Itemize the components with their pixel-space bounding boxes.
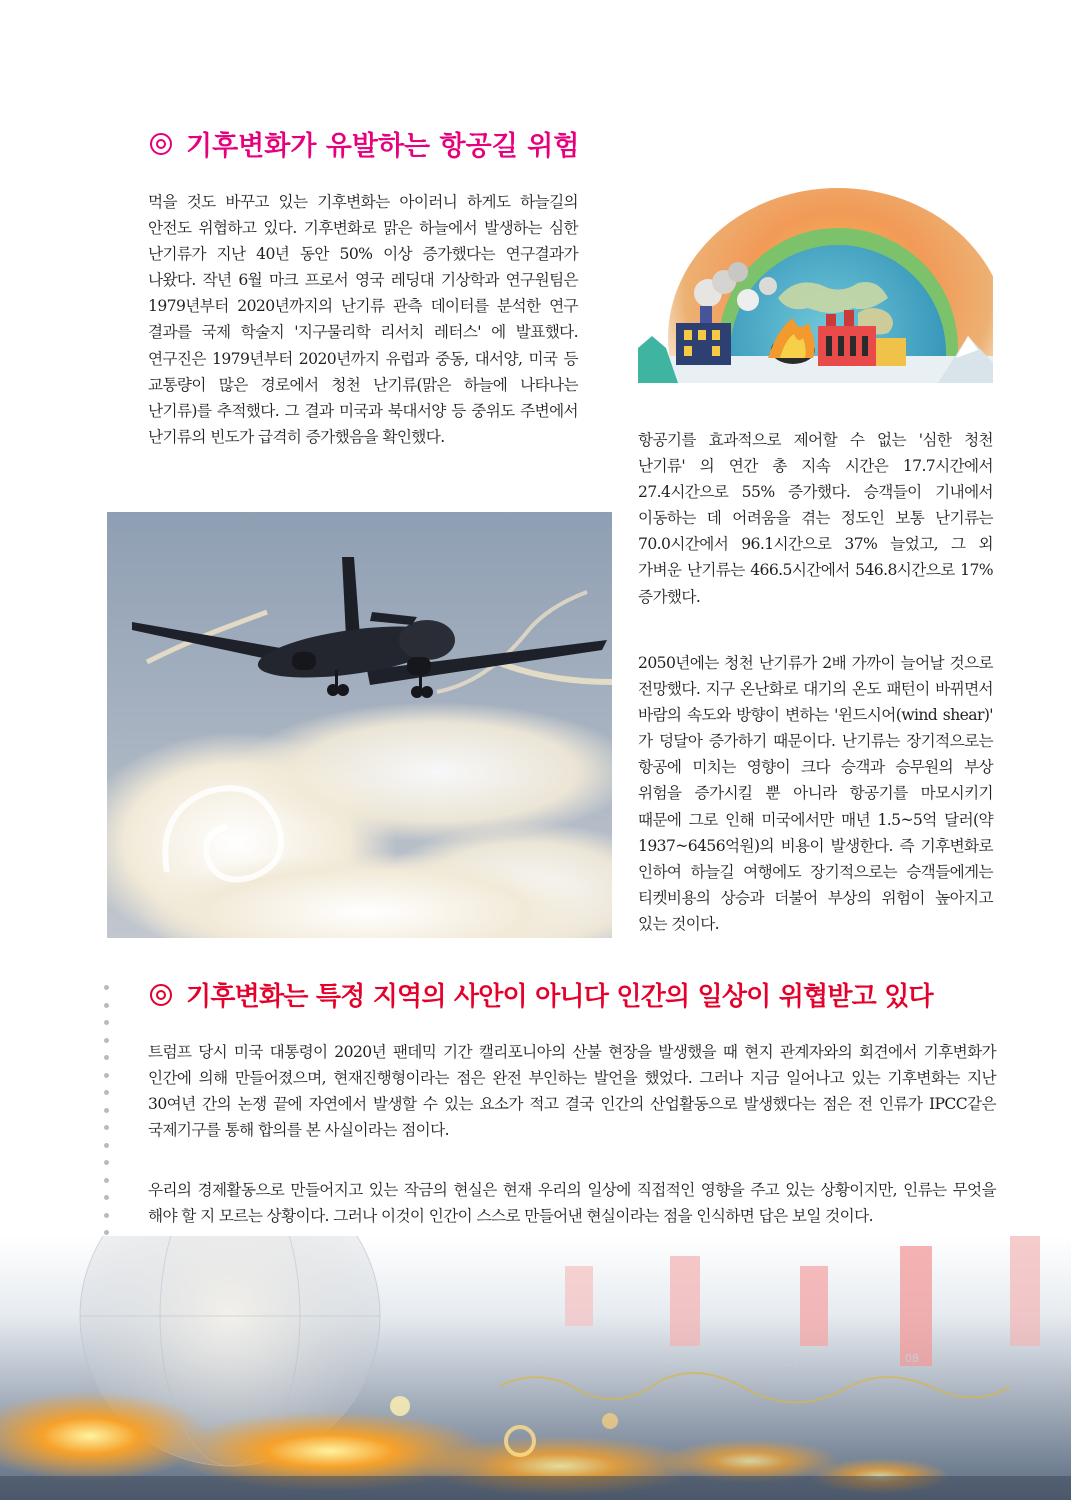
dotted-divider bbox=[104, 985, 109, 1248]
section2-title: 기후변화는 특정 지역의 사안이 아니다 인간의 일상이 위협받고 있다 bbox=[186, 982, 933, 1012]
section2-heading bbox=[150, 976, 933, 1013]
section1-paragraph3: 2050년에는 청천 난기류가 2배 가까이 늘어날 것으로 전망했다. 지구 온난화로 대기의 온도 패턴이 바뀌면서 바람의 속도와 방향이 변하는 '윈드시어(wind shear)' 가 덩달아 증가하기 때문이다. 난기류는 장기적으로는 항공에 미치는 영향이 크다 승객과 승무원의 부상 위험을 증가시킬 뿐 아니라 항공기를 마모시키기 때문에 그로 인해 미국에서만 매년 1.5~5억 달러(약 1937~6456억원)의 비용이 발생한다. 즉 기후변화로 인하여 하늘길 여행에도 장기적으로는 승객들에게는 티켓비용의 상승과 더불어 부상의 위험이 높아지고 있는 것이다. bbox=[638, 654, 993, 933]
section1-paragraph1: 먹을 것도 바꾸고 있는 기후변화는 아이러니 하게도 하늘길의 안전도 위협하고 있다. 기후변화로 맑은 하늘에서 발생하는 심한 난기류가 지난 40년 동안 50% 이상 증가했다는 연구결과가 나왔다. 작년 6월 마크 프로서 영국 레딩대 기상학과 연구원팀은 1979년부터 2020년까지의 난기류 관측 데이터를 분석한 연구 결과를 국제 학술지 '지구물리학 리서치 레터스' 에 발표했다. 연구진은 1979년부터 2020년까지 유럽과 중동, 대서양, 미국 등 교통량이 많은 경로에서 청천 난기류(맑은 하늘에 나타나는 난기류)를 추적했다. 그 결과 미국과 북대서양 등 중위도 주변에서 난기류의 빈도가 급격히 증가했음을 확인했다. bbox=[148, 193, 578, 446]
footer-label-05: 05 bbox=[535, 1352, 549, 1365]
footer-decorative-image bbox=[0, 1236, 1071, 1500]
climate-illustration bbox=[638, 188, 993, 383]
section1-paragraph2: 항공기를 효과적으로 제어할 수 없는 '심한 청천 난기류' 의 연간 총 지속 시간은 17.7시간에서 27.4시간으로 55% 증가했다. 승객들이 기내에서 이동하는 데 어려움을 겪는 정도인 보통 난기류는 70.0시간에서 96.1시간으로 37% 늘었고, 그 외 가벼운 난기류는 466.5시간에서 546.8시간으로 17% 증가했다. bbox=[638, 431, 993, 606]
double-circle-icon bbox=[150, 984, 172, 1006]
footer-label-hi: H I bbox=[1040, 1350, 1056, 1363]
double-circle-icon bbox=[150, 133, 172, 155]
footer-label-06: 06 bbox=[662, 1354, 676, 1367]
airplane-photo bbox=[107, 512, 612, 938]
footer-label-08: 08 bbox=[905, 1352, 919, 1365]
section2-paragraph2: 우리의 경제활동으로 만들어지고 있는 작금의 현실은 현재 우리의 일상에 직접적인 영향을 주고 있는 상황이지만, 인류는 무엇을 해야 할 지 모르는 상황이다. 그러나 이것이 인간이 스스로 만들어낸 현실이라는 점을 인식하면 답은 보일 것이다. bbox=[148, 1181, 996, 1226]
section1-heading bbox=[150, 124, 579, 163]
section1-title: 기후변화가 유발하는 항공길 위험 bbox=[186, 131, 580, 162]
footer-label-07: 07 bbox=[785, 1356, 799, 1369]
section2-paragraph1: 트럼프 당시 미국 대통령이 2020년 팬데믹 기간 캘리포니아의 산불 현장을 발생했을 때 현지 관계자와의 회견에서 기후변화가 인간에 의해 만들어졌으며, 현재진행형이라는 점은 완전 부인하는 발언을 했었다. 그러나 지금 일어나고 있는 기후변화는 지난 30여년 간의 논쟁 끝에 자연에서 발생할 수 있는 요소가 적고 결국 인간의 산업활동으로 발생했다는 점은 전 인류가 IPCC같은 국제기구를 통해 합의를 본 사실이라는 점이다. bbox=[148, 1043, 996, 1140]
